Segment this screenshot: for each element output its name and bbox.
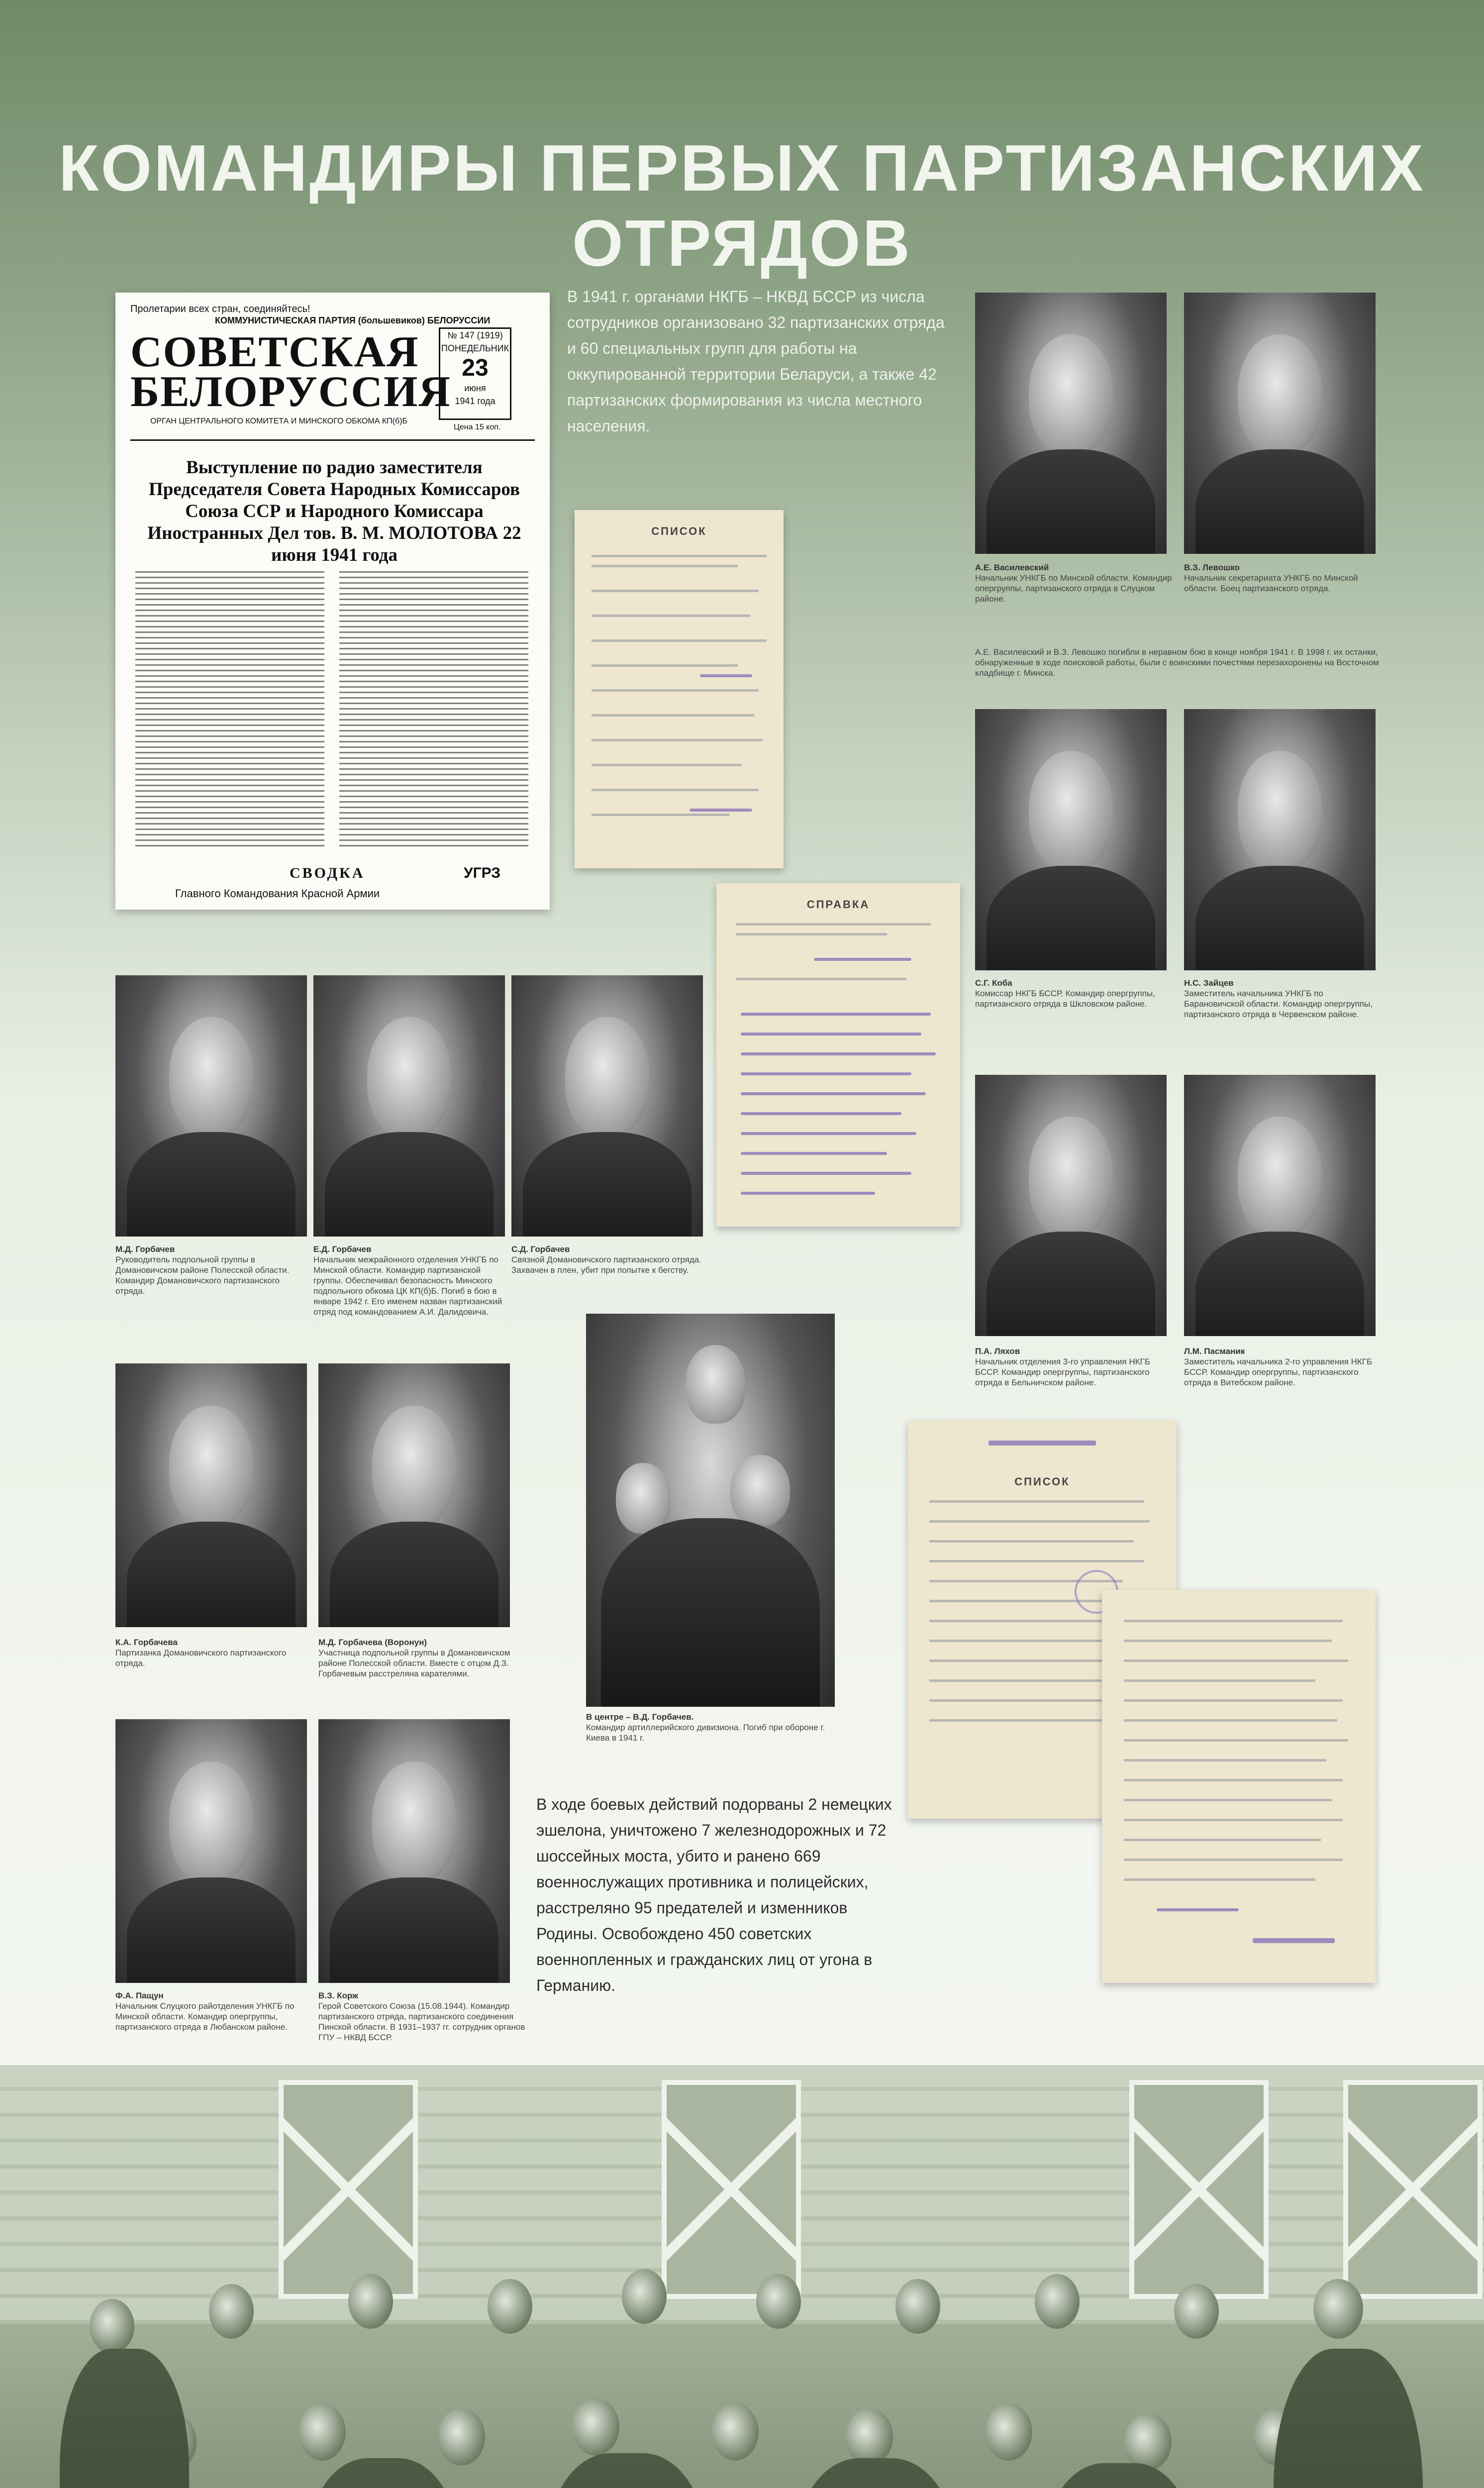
portrait-photo	[975, 293, 1167, 554]
portrait-photo	[1184, 709, 1376, 970]
newspaper-column-right	[339, 571, 528, 850]
portrait-caption: Комиссар НКГБ БССР. Командир опергруппы, партизанского отряда в Шкловском районе.	[975, 989, 1155, 1009]
portrait-photo	[313, 975, 505, 1237]
portrait-name: К.А. Горбачева	[115, 1638, 178, 1647]
newspaper-svodka-subtitle: Главного Командования Красной Армии	[175, 887, 380, 900]
portrait-photo	[1184, 293, 1376, 554]
portrait-photo	[511, 975, 703, 1237]
newspaper-column-left	[135, 571, 324, 850]
newspaper-svodka: СВОДКА	[290, 865, 365, 881]
portrait-photo	[115, 1719, 307, 1983]
portrait-caption: Начальник секретариата УНКГБ по Минской области. Боец партизанского отряда.	[1184, 573, 1358, 593]
newspaper-name-line1: СОВЕТСКАЯ	[130, 328, 419, 376]
newspaper-price: Цена 15 коп.	[454, 423, 501, 431]
partisan-group-photo	[0, 2065, 1484, 2488]
family-group-photo	[586, 1314, 835, 1707]
document-title: СПИСОК	[1014, 1475, 1070, 1488]
portrait-name: М.Д. Горбачева (Воронун)	[318, 1638, 427, 1647]
newspaper-weekday: ПОНЕДЕЛЬНИК	[441, 343, 509, 353]
photo-window	[1129, 2080, 1269, 2299]
newspaper-year: 1941 года	[455, 396, 495, 406]
newspaper-issue: № 147 (1919)	[447, 330, 503, 340]
portrait-caption: Связной Домановичского партизанского отряда. Захвачен в плен, убит при попытке к бегству.	[511, 1255, 701, 1275]
photo-window	[279, 2080, 418, 2299]
photo-window	[1343, 2080, 1483, 2299]
portrait-name: В.З. Левошко	[1184, 563, 1240, 572]
portrait-caption: Партизанка Домановичского партизанского отряда.	[115, 1648, 287, 1668]
portrait-photo	[975, 1075, 1167, 1336]
newspaper-name-line2: БЕЛОРУССИЯ	[130, 368, 451, 416]
archive-document-certificate	[716, 883, 960, 1227]
portrait-name: Л.М. Пасманик	[1184, 1347, 1245, 1356]
newspaper-rule	[130, 439, 535, 441]
intro-paragraph: В 1941 г. органами НКГБ – НКВД БССР из числа сотрудников организовано 32 партизанских отряда и 60 специальных групп для работы на оккупированной территории Беларуси, а также 42 партизанских формирования из числа местного населения.	[567, 288, 945, 435]
archive-document-list	[575, 510, 784, 868]
document-title: СПРАВКА	[806, 898, 870, 911]
portrait-name: С.Д. Горбачев	[511, 1244, 570, 1254]
portrait-caption: Заместитель начальника 2-го управления НКГБ БССР. Командир опергруппы, партизанского отряда в Витебском районе.	[1184, 1357, 1373, 1387]
newspaper-name	[130, 328, 451, 416]
newspaper-month: июня	[464, 383, 486, 393]
portrait-photo	[115, 975, 307, 1237]
photo-window	[662, 2080, 801, 2299]
newspaper-day: 23	[462, 355, 489, 381]
portrait-caption: Герой Советского Союза (15.08.1944). Командир партизанского отряда, партизанского соединения Пинской области. В 1931–1937 гг. сотрудник органов ГПУ – НКВД БССР.	[318, 2001, 525, 2042]
page-title: КОМАНДИРЫ ПЕРВЫХ ПАРТИЗАНСКИХ ОТРЯДОВ	[58, 131, 1426, 280]
portrait-name: Е.Д. Горбачев	[313, 1244, 372, 1254]
family-photo-caption-name: В центре – В.Д. Горбачев.	[586, 1712, 694, 1722]
vasilevsky-note: А.Е. Василевский и В.З. Левошко погибли в неравном бою в конце ноября 1941 г. В 1998 г. их останки, обнаруженные в ходе поисковой работы, были с воинскими почестями перезахоронены на Восточном кладбище г. Минска.	[975, 647, 1379, 678]
portrait-name: В.З. Корж	[318, 1991, 359, 2000]
portrait-name: Ф.А. Пащун	[115, 1991, 164, 2000]
portrait-name: Н.С. Зайцев	[1184, 978, 1234, 988]
portrait-caption: Заместитель начальника УНКГБ по Барановичской области. Командир опергруппы, партизанского отряда в Червенском районе.	[1184, 989, 1373, 1019]
newspaper-organ: ОРГАН ЦЕНТРАЛЬНОГО КОМИТЕТА И МИНСКОГО ОБКОМА КП(б)Б	[150, 417, 407, 425]
portrait-name: П.А. Ляхов	[975, 1347, 1020, 1356]
newspaper-clipping	[115, 293, 550, 910]
actions-paragraph: В ходе боевых действий подорваны 2 немецких эшелона, уничтожено 7 железнодорожных и 72 шоссейных моста, убито и ранено 669 военнослужащих противника и полицейских, расстреляно 95 предателей и изменников Родины. Освобождено 450 советских военнопленных и гражданских лиц от угона в Германию.	[536, 1795, 892, 1994]
newspaper-headline: Выступление по радио заместителя Председателя Совета Народных Комиссаров Союза ССР и Народного Комиссара Иностранных Дел тов. В. М. МОЛОТОВА 22 июня 1941 года	[147, 457, 521, 565]
newspaper-corner-mark: УГРЗ	[464, 865, 501, 881]
portrait-name: М.Д. Горбачев	[115, 1244, 175, 1254]
portrait-photo	[318, 1719, 510, 1983]
family-photo-caption: Командир артиллерийского дивизиона. Погиб при обороне г. Киева в 1941 г.	[586, 1723, 825, 1743]
portrait-photo	[115, 1363, 307, 1627]
portrait-caption: Руководитель подпольной группы в Домановичском районе Полесской области. Командир Домановичского партизанского отряда.	[115, 1255, 290, 1296]
portrait-name: А.Е. Василевский	[975, 563, 1049, 572]
newspaper-party: КОММУНИСТИЧЕСКАЯ ПАРТИЯ (большевиков) БЕЛОРУССИИ	[215, 315, 491, 325]
portrait-name: С.Г. Коба	[975, 978, 1012, 988]
portrait-caption: Начальник межрайонного отделения УНКГБ по Минской области. Командир партизанской группы. Обеспечивал безопасность Минского подпольного обкома ЦК КП(б)Б. Погиб в бою в январе 1942 г. Его именем назван партизанский отряд под командованием А.И. Далидовича.	[313, 1255, 502, 1317]
portrait-photo	[1184, 1075, 1376, 1336]
portrait-caption: Начальник Слуцкого райотделения УНКГБ по Минской области. Командир опергруппы, партизанского отряда в Любанском районе.	[115, 2001, 295, 2032]
portrait-photo	[975, 709, 1167, 970]
portrait-caption: Начальник УНКГБ по Минской области. Командир опергруппы, партизанского отряда в Слуцком районе.	[975, 573, 1172, 604]
portrait-photo	[318, 1363, 510, 1627]
newspaper-date-box	[439, 327, 511, 420]
archive-document-order	[1102, 1590, 1376, 1983]
document-title: СПИСОК	[651, 525, 707, 537]
portrait-caption: Участница подпольной группы в Домановичском районе Полесской области. Вместе с отцом Д.З. Горбачевым расстреляна карателями.	[318, 1648, 510, 1678]
portrait-caption: Начальник отделения 3-го управления НКГБ БССР. Командир опергруппы, партизанского отряда в Бельничском районе.	[975, 1357, 1150, 1387]
newspaper-slogan: Пролетарии всех стран, соединяйтесь!	[130, 304, 310, 314]
